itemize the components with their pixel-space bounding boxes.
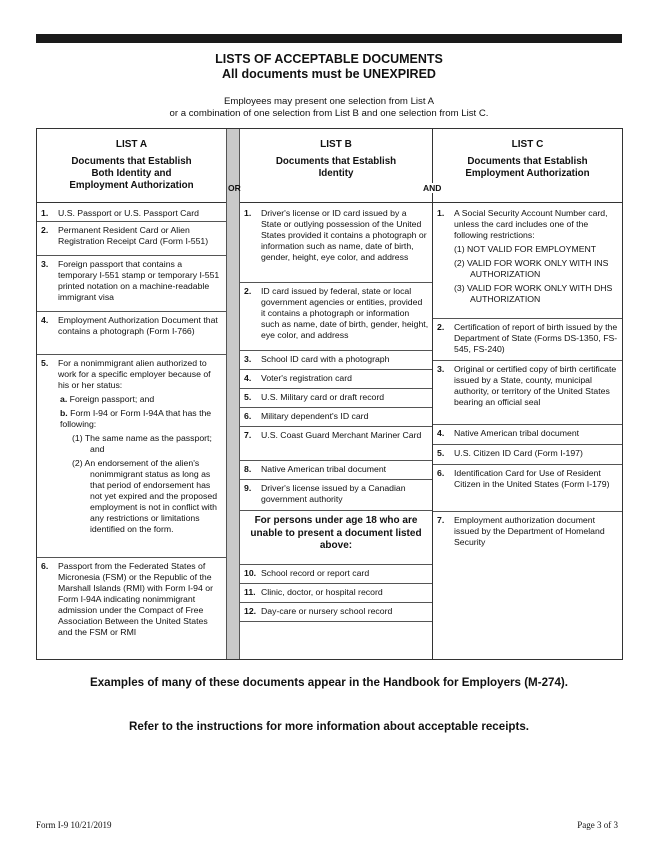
list-b-item-4	[240, 370, 432, 389]
list-b-item-1-text: Driver's license or ID card issued by a State or outlying possession of the United States provided it contains a photograph or information such as name, date of birth, gender, height, eye color, and address	[261, 208, 427, 262]
under-18-heading: For persons under age 18 who are unable to present a document listed above:	[240, 511, 432, 565]
list-a-desc-3: Employment Authorization	[69, 180, 194, 191]
list-c-item-5-num: 5.	[437, 448, 445, 458]
list-c-item-6	[433, 465, 622, 512]
list-a-item-5-text: For a nonimmigrant alien authorized to work for a specific employer because of his or her status:	[58, 358, 211, 390]
list-b-column	[240, 129, 433, 659]
list-a-item-5-a-label: a.	[60, 394, 68, 404]
list-b-item-11-text: Clinic, doctor, or hospital record	[261, 587, 383, 597]
intro-line-2: or a combination of one selection from List B and one selection from List C.	[169, 108, 489, 119]
list-b-item-2-text: ID card issued by federal, state or local government agencies or entities, provided it contains a photograph or information such as name, date of birth, gender, height, eye color, and address	[261, 286, 429, 340]
list-c-item-2-num: 2.	[437, 322, 445, 332]
list-b-item-8	[240, 461, 432, 480]
list-c-item-4	[433, 425, 622, 445]
list-b-item-3	[240, 351, 432, 370]
list-b-item-2-num: 2.	[244, 286, 252, 296]
form-identifier: Form I-9 10/21/2019	[36, 820, 112, 830]
list-c-description	[433, 156, 622, 180]
list-b-item-10-num: 10.	[244, 568, 257, 578]
documents-table	[36, 128, 623, 660]
list-b-item-9-num: 9.	[244, 483, 252, 493]
list-a-item-5-a	[60, 394, 223, 405]
list-a-description	[37, 156, 226, 192]
intro-text	[36, 96, 622, 120]
list-a-item-3-text: Foreign passport that contains a temporary I-551 stamp or temporary I-551 printed notation on a machine-readable immigrant visa	[58, 259, 220, 302]
list-c-item-1-text: A Social Security Account Number card, unless the card includes one of the following restrictions:	[454, 208, 608, 240]
list-b-item-7-text: U.S. Coast Guard Merchant Mariner Card	[261, 430, 422, 440]
list-a-item-5-b	[60, 408, 223, 430]
list-a-item-4-text: Employment Authorization Document that contains a photograph (Form I-766)	[58, 315, 218, 336]
list-a-item-6	[37, 558, 226, 659]
list-c-item-4-text: Native American tribal document	[454, 428, 580, 438]
list-b-item-12-num: 12.	[244, 606, 257, 616]
list-c-item-4-num: 4.	[437, 428, 445, 438]
list-b-item-5-num: 5.	[244, 392, 252, 402]
list-b-item-6-num: 6.	[244, 411, 252, 421]
list-a-item-3-num: 3.	[41, 259, 49, 269]
list-b-item-11-num: 11.	[244, 587, 256, 597]
list-a-item-2	[37, 222, 226, 256]
list-a-item-3	[37, 256, 226, 312]
list-b-item-5	[240, 389, 432, 408]
list-a-item-1	[37, 205, 226, 222]
list-c-item-6-text: Identification Card for Use of Resident Citizen in the United States (Form I-179)	[454, 468, 610, 489]
list-c-item-5-text: U.S. Citizen ID Card (Form I-197)	[454, 448, 583, 458]
list-c-column	[433, 129, 622, 659]
list-a-item-5-num: 5.	[41, 358, 49, 368]
title-line-2: All documents must be UNEXPIRED	[222, 67, 436, 81]
list-a-column	[37, 129, 226, 659]
list-b-description	[240, 156, 432, 180]
list-b-desc-2: Identity	[318, 168, 354, 179]
list-b-item-3-num: 3.	[244, 354, 252, 364]
list-c-name: LIST C	[511, 139, 544, 150]
list-b-item-10	[240, 565, 432, 584]
list-c-item-6-num: 6.	[437, 468, 445, 478]
list-c-item-3-num: 3.	[437, 364, 445, 374]
list-c-desc-2: Employment Authorization	[465, 168, 590, 179]
list-separator-bar	[226, 129, 240, 659]
header-rule	[36, 34, 622, 43]
list-b-item-9-text: Driver's license issued by a Canadian government authority	[261, 483, 406, 504]
list-a-item-1-num: 1.	[41, 208, 49, 218]
list-c-item-2-text: Certification of report of birth issued by the Department of State (Forms DS-1350, FS-545, FS-240)	[454, 322, 618, 354]
or-connector: OR	[228, 183, 241, 193]
list-a-desc-2: Both Identity and	[91, 168, 172, 179]
receipts-note: Refer to the instructions for more information about acceptable receipts.	[128, 720, 530, 733]
list-b-name: LIST B	[320, 139, 352, 150]
list-b-item-6-text: Military dependent's ID card	[261, 411, 369, 421]
list-c-item-1-num: 1.	[437, 208, 445, 218]
list-a-item-4-num: 4.	[41, 315, 49, 325]
list-c-desc-1: Documents that Establish	[467, 156, 588, 167]
list-b-item-2	[240, 283, 432, 351]
list-b-item-8-text: Native American tribal document	[261, 464, 387, 474]
list-a-header	[37, 129, 226, 203]
list-b-item-12-text: Day-care or nursery school record	[261, 606, 393, 616]
list-b-item-4-num: 4.	[244, 373, 252, 383]
list-c-item-7	[433, 512, 622, 572]
list-b-item-8-num: 8.	[244, 464, 252, 474]
list-b-item-3-text: School ID card with a photograph	[261, 354, 390, 364]
list-b-header	[240, 129, 432, 203]
list-c-header	[433, 129, 622, 203]
list-b-item-5-text: U.S. Military card or draft record	[261, 392, 385, 402]
list-a-item-2-num: 2.	[41, 225, 49, 235]
list-b-item-10-text: School record or report card	[261, 568, 370, 578]
list-a-item-6-text: Passport from the Federated States of Micronesia (FSM) or the Republic of the Marshall Islands (RMI) with Form I-94 or Form I-94A indicating nonimmigrant admission under the Compact of Free Association Between the United States and the FSM or RMI	[58, 561, 213, 637]
list-a-item-5-b-label: b.	[60, 408, 68, 418]
title-line-1: LISTS OF ACCEPTABLE DOCUMENTS	[215, 52, 443, 66]
list-c-item-1-restriction-3: (3) VALID FOR WORK ONLY WITH DHS AUTHORIZATION	[454, 283, 613, 304]
list-a-name: LIST A	[115, 139, 148, 150]
list-b-item-1-num: 1.	[244, 208, 252, 218]
list-a-item-5	[37, 355, 226, 558]
list-b-item-1	[240, 205, 432, 283]
list-a-item-4	[37, 312, 226, 355]
list-a-item-5-b2: (2) An endorsement of the alien's nonimmigrant status as long as that period of endorsement has not yet expired and the proposed employment is not in conflict with any restrictions or limitations identified on the form.	[72, 458, 218, 534]
list-b-item-12	[240, 603, 432, 622]
list-c-item-1	[433, 205, 622, 319]
list-a-item-1-text: U.S. Passport or U.S. Passport Card	[58, 208, 199, 218]
list-c-item-1-restriction-2: (2) VALID FOR WORK ONLY WITH INS AUTHORIZATION	[454, 258, 609, 279]
list-a-item-5-b-text: Form I-94 or Form I-94A that has the following:	[60, 408, 212, 429]
list-b-item-4-text: Voter's registration card	[261, 373, 352, 383]
list-a-item-5-b1: (1) The same name as the passport; and	[72, 433, 212, 454]
intro-line-1: Employees may present one selection from List A	[223, 96, 435, 107]
list-c-item-5	[433, 445, 622, 465]
and-connector: AND	[423, 183, 442, 193]
list-b-desc-1: Documents that Establish	[275, 156, 397, 167]
list-c-item-3-text: Original or certified copy of birth certificate issued by a State, county, municipal authority, or territory of the United States bearing an official seal	[454, 364, 617, 407]
list-c-item-1-restriction-1: (1) NOT VALID FOR EMPLOYMENT	[454, 244, 597, 254]
examples-note: Examples of many of these documents appear in the Handbook for Employers (M-274).	[89, 676, 569, 689]
list-b-item-6	[240, 408, 432, 427]
list-b-item-9	[240, 480, 432, 511]
list-a-item-2-text: Permanent Resident Card or Alien Registration Receipt Card (Form I-551)	[58, 225, 209, 246]
list-c-item-7-text: Employment authorization document issued by the Department of Homeland Security	[454, 515, 605, 547]
list-a-desc-1: Documents that Establish	[71, 156, 192, 167]
list-c-item-7-num: 7.	[437, 515, 445, 525]
page-title	[36, 52, 622, 82]
list-c-item-2	[433, 319, 622, 361]
list-b-item-7	[240, 427, 432, 461]
list-c-item-3	[433, 361, 622, 425]
page-number: Page 3 of 3	[577, 820, 618, 830]
list-b-item-7-num: 7.	[244, 430, 252, 440]
list-b-item-11	[240, 584, 432, 603]
list-a-item-6-num: 6.	[41, 561, 49, 571]
list-a-item-5-a-text: Foreign passport; and	[69, 394, 155, 404]
